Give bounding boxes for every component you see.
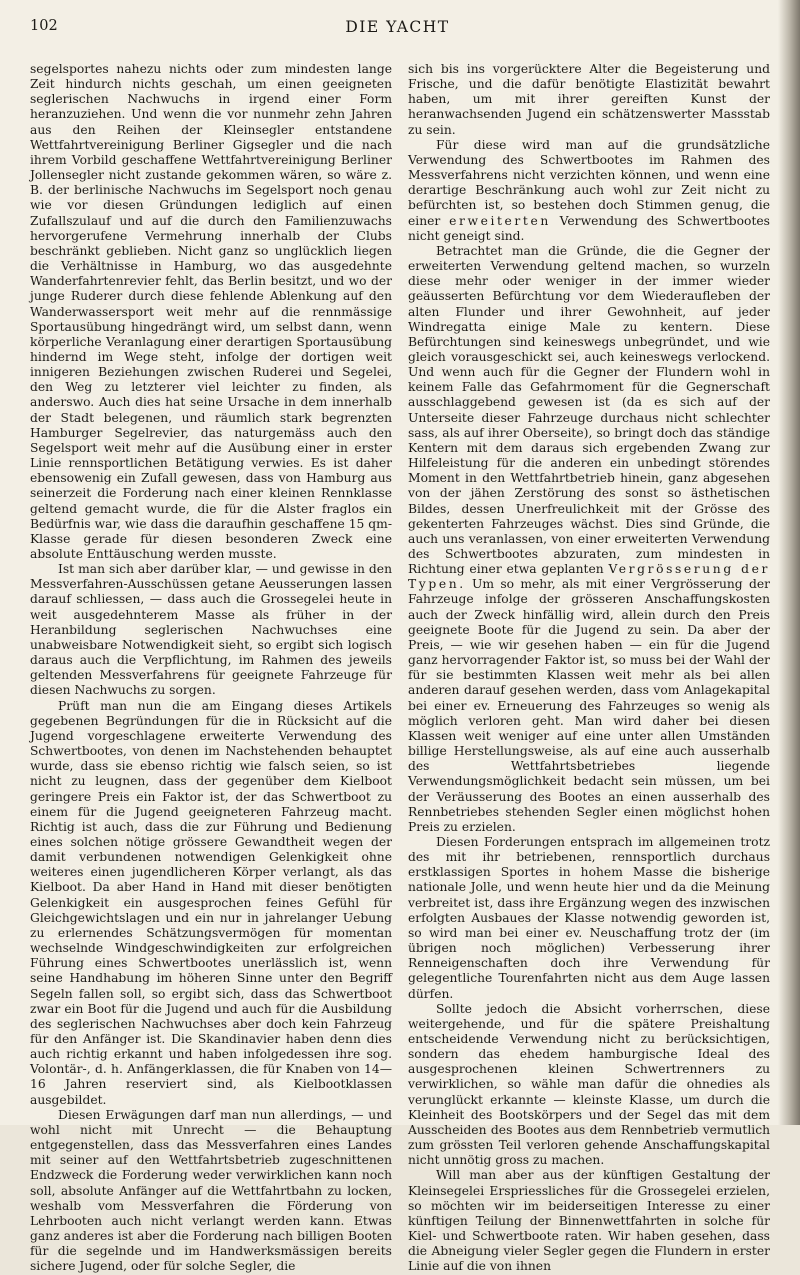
left-column <box>30 62 392 1275</box>
text-run: Verwendung des Schwertbootes nicht geneigt sind. <box>408 213 770 243</box>
paragraph: Prüft man nun die am Eingang dieses Artikels gegebenen Begründungen für die in Rücksicht auf die Jugend vorgeschlagene erweiterte Verwendung des Schwertbootes, von denen im Nachstehenden behauptet wurde, dass sie ebenso richtig wie falsch seien, so ist nicht zu leugnen, dass der gegenüber dem Kielboot geringere Preis ein Faktor ist, der das Schwertboot zu einem für die Jugend geeigneteren Fahrzeug macht. Richtig ist auch, dass die zur Führung und Bedienung eines solchen nötige grössere Gewandtheit wegen der damit verbundenen notwendigen Gelenkigkeit ohne weiteres einen jugendlicheren Körper verlangt, als das Kielboot. Da aber Hand in Hand mit dieser benötigten Gelenkigkeit ein ausgesprochen feines Gefühl für Gleichgewichtslagen und ein nur in jahrelanger Uebung zu erlernendes Schätzungsvermögen für momentan wechselnde Windgeschwindigkeiten zur erfolgreichen Führung eines Schwertbootes unerlässlich ist, wenn seine Handhabung im höheren Sinne unter den Begriff Segeln fallen soll, so ergibt sich, dass das Schwertboot zwar ein Boot für die Jugend und auch für die Ausbildung des seglerischen Nachwuchses aber doch kein Fahrzeug für den Anfänger ist. Die Skandinavier haben denn dies auch richtig erkannt und haben infolgedessen ihre sog. Volontär-, d. h. Anfängerklassen, die für Knaben von 14—16 Jahren reserviert sind, als Kielbootklassen ausgebildet. <box>30 698 392 1107</box>
paragraph: Diesen Forderungen entsprach im allgemeinen trotz des mit ihr betriebenen, rennsportlich durchaus erstklassigen Sportes in hohem Masse die bisherige nationale Jolle, und wenn heute hier und da die Meinung verbreitet ist, dass ihre Ergänzung wegen des inzwischen erfolgten Ausbaues der Klasse notwendig geworden ist, so wird man bei einer ev. Neuschaffung trotz der (im übrigen noch möglichen) Verbesserung ihrer Renneigenschaften doch ihre Verwendung für gelegentliche Tourenfahrten nicht aus dem Auge lassen dürfen. <box>408 834 770 1001</box>
paragraph: Ist man sich aber darüber klar, — und gewisse in den Messverfahren-Ausschüssen getane Aeusserungen lassen darauf schliessen, — dass auch die Grossegelei heute in weit ausgedehnterem Masse als früher in der Heranbildung seglerischen Nachwuchses eine unabweisbare Notwendigkeit sieht, so ergibt sich logisch daraus auch die Verpflichtung, im Rahmen des jeweils geltenden Messverfahrens für geeignete Fahrzeuge für diesen Nachwuchs zu sorgen. <box>30 562 392 698</box>
text-run: Betrachtet man die Gründe, die die Gegner der erweiterten Verwendung geltend machen, so wurzeln diese mehr oder weniger in der immer wieder geäusserten Befürchtung vor dem Wiederaufleben der alten Flunder und ihrer Gewohnheit, auf jeder Windregatta einige Male zu kentern. Diese Befürchtungen sind keineswegs unbegründet, und wie gleich vorausgeschickt sei, auch keineswegs verlockend. Und wenn auch für die Gegner der Flundern wohl in keinem Falle das Gefahrmoment für die Gegnerschaft ausschlaggebend gewesen ist (da es sich auf der Unterseite dieser Fahrzeuge durchaus nicht schlechter sass, als auf ihrer Oberseite), so bringt doch das ständige Kentern mit dem daraus sich ergebenden Zwang zur Hilfeleistung für die anderen ein unbedingt störendes Moment in den Wettfahrtbetrieb hinein, ganz abgesehen von der jähen Zerstörung des sonst so ästhetischen Bildes, dessen Unerfreulichkeit mit der Grösse des gekenterten Fahrzeuges wächst. Dies sind Gründe, die auch uns veranlassen, von einer erweiterten Verwendung des Schwertbootes abzuraten, zum mindesten in Richtung einer etwa geplanten <box>408 243 770 577</box>
paragraph: sich bis ins vorgerücktere Alter die Begeisterung und Frische, und die dafür benötigte Elastizität bewahrt haben, um mit ihrer gereiften Kunst der heranwachsenden Jugend ein schätzenswerter Massstab zu sein. <box>408 62 770 137</box>
page-edge-shadow <box>778 0 800 1125</box>
text-run: Um so mehr, als mit einer Vergrösserung der Fahrzeuge infolge der grösseren Anschaffungskosten auch der Zweck hinfällig wird, allein durch den Preis geeignete Boote für die Jugend zu sein. Da aber der Preis, — wie wir gesehen haben — ein für die Jugend ganz hervorragender Faktor ist, so muss bei der Wahl der für sie bestimmten Klassen weit mehr als bei allen anderen darauf gesehen werden, dass vom Anlagekapital bei einer ev. Erneuerung des Fahrzeuges so wenig als möglich verloren geht. Man wird daher bei diesen Klassen weit weniger auf eine unter allen Umständen billige Herstellungsweise, als auf eine auch ausserhalb des Wettfahrtsbetriebes liegende Verwendungsmöglichkeit bedacht sein müssen, um bei der Veräusserung des Bootes an einen ausserhalb des Rennbetriebes stehenden Segler einen möglichst hohen Preis zu erzielen. <box>408 577 770 834</box>
spaced-emphasis: Vergrösserung der Typen. <box>408 562 770 592</box>
paragraph: Will man aber aus der künftigen Gestaltung der Kleinsegelei Erspriessliches für die Grossegelei erzielen, so möchten wir im beiderseitigen Interesse zu einer künftigen Teilung der Binnenwettfahrten in solche für Kiel- und Schwertboote raten. Wir haben gesehen, dass die Abneigung vieler Segler gegen die Flundern in erster Linie auf die von ihnen <box>408 1168 770 1274</box>
paragraph <box>408 138 770 244</box>
paragraph <box>408 244 770 835</box>
running-title: DIE YACHT <box>345 18 450 36</box>
spaced-emphasis: erweiterten <box>449 213 551 228</box>
page-number: 102 <box>30 18 58 34</box>
paragraph: segelsportes nahezu nichts oder zum mindesten lange Zeit hindurch nichts geschah, um einen geeigneten seglerischen Nachwuchs in irgend einer Form heranzuziehen. Und wenn die vor nunmehr zehn Jahren aus den Reihen der Kleinsegler entstandene Wettfahrtvereinigung Berliner Gigsegler und die nach ihrem Vorbild geschaffene Wettfahrtvereinigung Berliner Jollensegler nicht zustande gekommen wären, so wäre z. B. der berlinische Nachwuchs im Segelsport noch genau wie vor diesen Gründungen lediglich auf einen Zufallszulauf und auf die durch den Familienzuwachs hervorgerufene Vermehrung innerhalb der Clubs beschränkt geblieben. Nicht ganz so unglücklich liegen die Verhältnisse in Hamburg, wo das ausgedehnte Wanderfahrtenrevier fehlt, das Berlin besitzt, und wo der junge Ruderer durch diese fehlende Ablenkung auf den Wanderwassersport weit mehr auf die rennmässige Sportausübung hingedrängt wird, um selbst dann, wenn körperliche Veranlagung einer derartigen Sportausübung hindernd im Wege steht, infolge der dortigen weit innigeren Beziehungen zwischen Ruderei und Segelei, den Weg zu letzterer viel leichter zu finden, als anderswo. Auch dies hat seine Ursache in dem innerhalb der Stadt belegenen, und räumlich stark begrenzten Hamburger Segelrevier, das naturgemäss auch den Segelsport weit mehr auf die Ausübung einer in erster Linie rennsportlichen Betätigung verwies. Es ist daher ebensowenig ein Zufall gewesen, dass von Hamburg aus seinerzeit die Forderung nach einer kleinen Rennklasse geltend gemacht wurde, die für die Alster fraglos ein Bedürfnis war, wie dass die daraufhin geschaffene 15 qm-Klasse gerade für diesen besonderen Zweck eine absolute Enttäuschung werden musste. <box>30 62 392 561</box>
paragraph: Sollte jedoch die Absicht vorherrschen, diese weitergehende, und für die spätere Preishaltung entscheidende Verwendung nicht zu berücksichtigen, sondern das ehedem hamburgische Ideal des ausgesprochenen kleinen Schwertrenners zu verwirklichen, so wähle man dafür die ohnedies als verunglückt erkannte — kleinste Klasse, um durch die Kleinheit des Bootskörpers und der Segel das mit dem Ausscheiden des Bootes aus dem Rennbetrieb vermutlich zum grössten Teil verloren gehende Anschaffungskapital nicht unnötig gross zu machen. <box>408 1001 770 1168</box>
page-header <box>30 18 765 42</box>
right-column <box>408 62 770 1275</box>
paragraph: Diesen Erwägungen darf man nun allerdings, — und wohl nicht mit Unrecht — die Behauptung entgegenstellen, dass das Messverfahren eines Landes mit seiner auf den Wettfahrtsbetrieb zugeschnittenen Endzweck die Forderung weder verwirklichen kann noch soll, absolute Anfänger auf die Wettfahrtbahn zu locken, weshalb vom Messverfahren die Förderung von Lehrbooten auch nicht verlangt werden kann. Etwas ganz anderes ist aber die Forderung nach billigen Booten für die segelnde und im Handwerksmässigen bereits sichere Jugend, oder für solche Segler, die <box>30 1107 392 1274</box>
text-run: Für diese wird man auf die grundsätzliche Verwendung des Schwertbootes im Rahmen des Messverfahrens nicht verzichten können, und wenn eine derartige Beschränkung auch wohl zur Zeit nicht zu befürchten ist, so bestehen doch Stimmen genug, die einer <box>408 137 770 228</box>
